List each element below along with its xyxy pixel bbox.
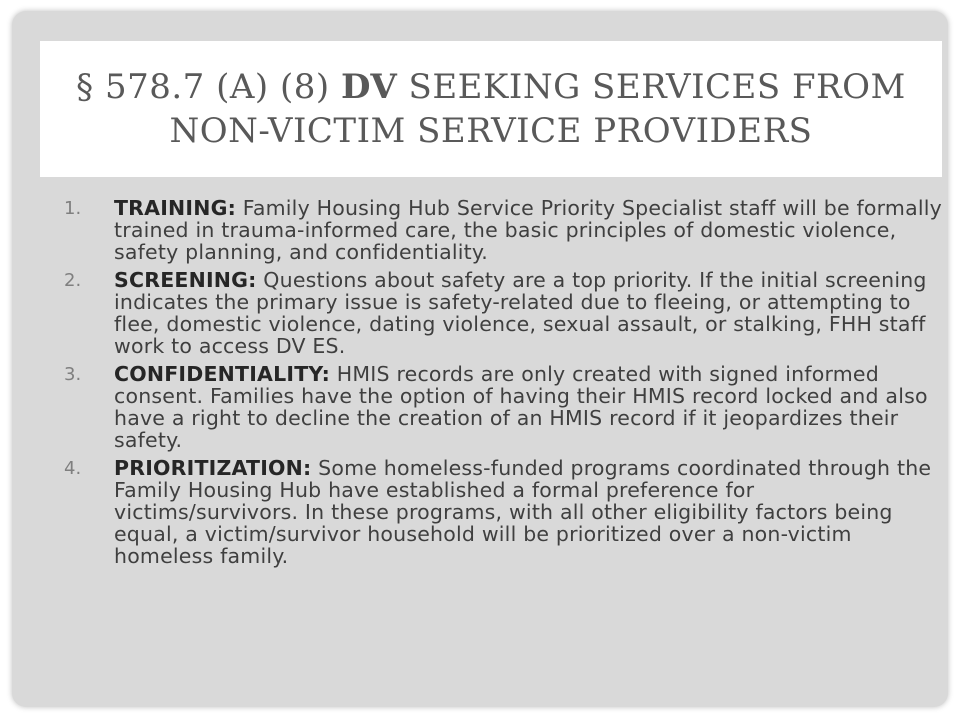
list-item-body: Some homeless-funded programs coordinated through the Family Housing Hub have established a formal preference for victims/survivors. In these programs, with all other eligibility factors being equal, a victim/survivor household will be prioritized over a non-victim homeless family. (114, 456, 932, 568)
list-number: 3. (64, 364, 82, 385)
list-item (56, 197, 942, 263)
title-bold: DV (340, 67, 398, 107)
numbered-list (56, 197, 942, 567)
title-line-2: NON-VICTIM SERVICE PROVIDERS (169, 111, 813, 151)
list-number: 2. (64, 270, 82, 291)
title-line-1 (76, 65, 906, 109)
list-item-text (114, 457, 942, 567)
title-suffix: SEEKING SERVICES FROM (397, 67, 906, 107)
list-item-body: HMIS records are only created with signed informed consent. Families have the option of having their HMIS record locked and also have a right to decline the creation of an HMIS record if it jeopardizes their safety. (114, 362, 928, 452)
list-item-heading: CONFIDENTIALITY: (114, 362, 331, 386)
list-item (56, 457, 942, 567)
title-prefix: § 578.7 (A) (8) (76, 67, 341, 107)
list-number: 4. (64, 458, 82, 479)
title-box (40, 41, 942, 177)
list-number: 1. (64, 198, 82, 219)
list-item-body: Family Housing Hub Service Priority Specialist staff will be formally trained in trauma-informed care, the basic principles of domestic violence, safety planning, and confidentiality. (114, 196, 942, 264)
list-item-text (114, 363, 942, 451)
list-item-text (114, 197, 942, 263)
list-item (56, 363, 942, 451)
slide (12, 11, 948, 707)
list-item (56, 269, 942, 357)
list-item-body: Questions about safety are a top priority. If the initial screening indicates the primary issue is safety-related due to fleeing, or attempting to flee, domestic violence, dating violence, sexual assault, or stalking, FHH staff work to access DV ES. (114, 268, 927, 358)
list-item-heading: PRIORITIZATION: (114, 456, 312, 480)
content-body (56, 197, 942, 687)
list-item-heading: TRAINING: (114, 196, 237, 220)
list-item-text (114, 269, 942, 357)
list-item-heading: SCREENING: (114, 268, 257, 292)
